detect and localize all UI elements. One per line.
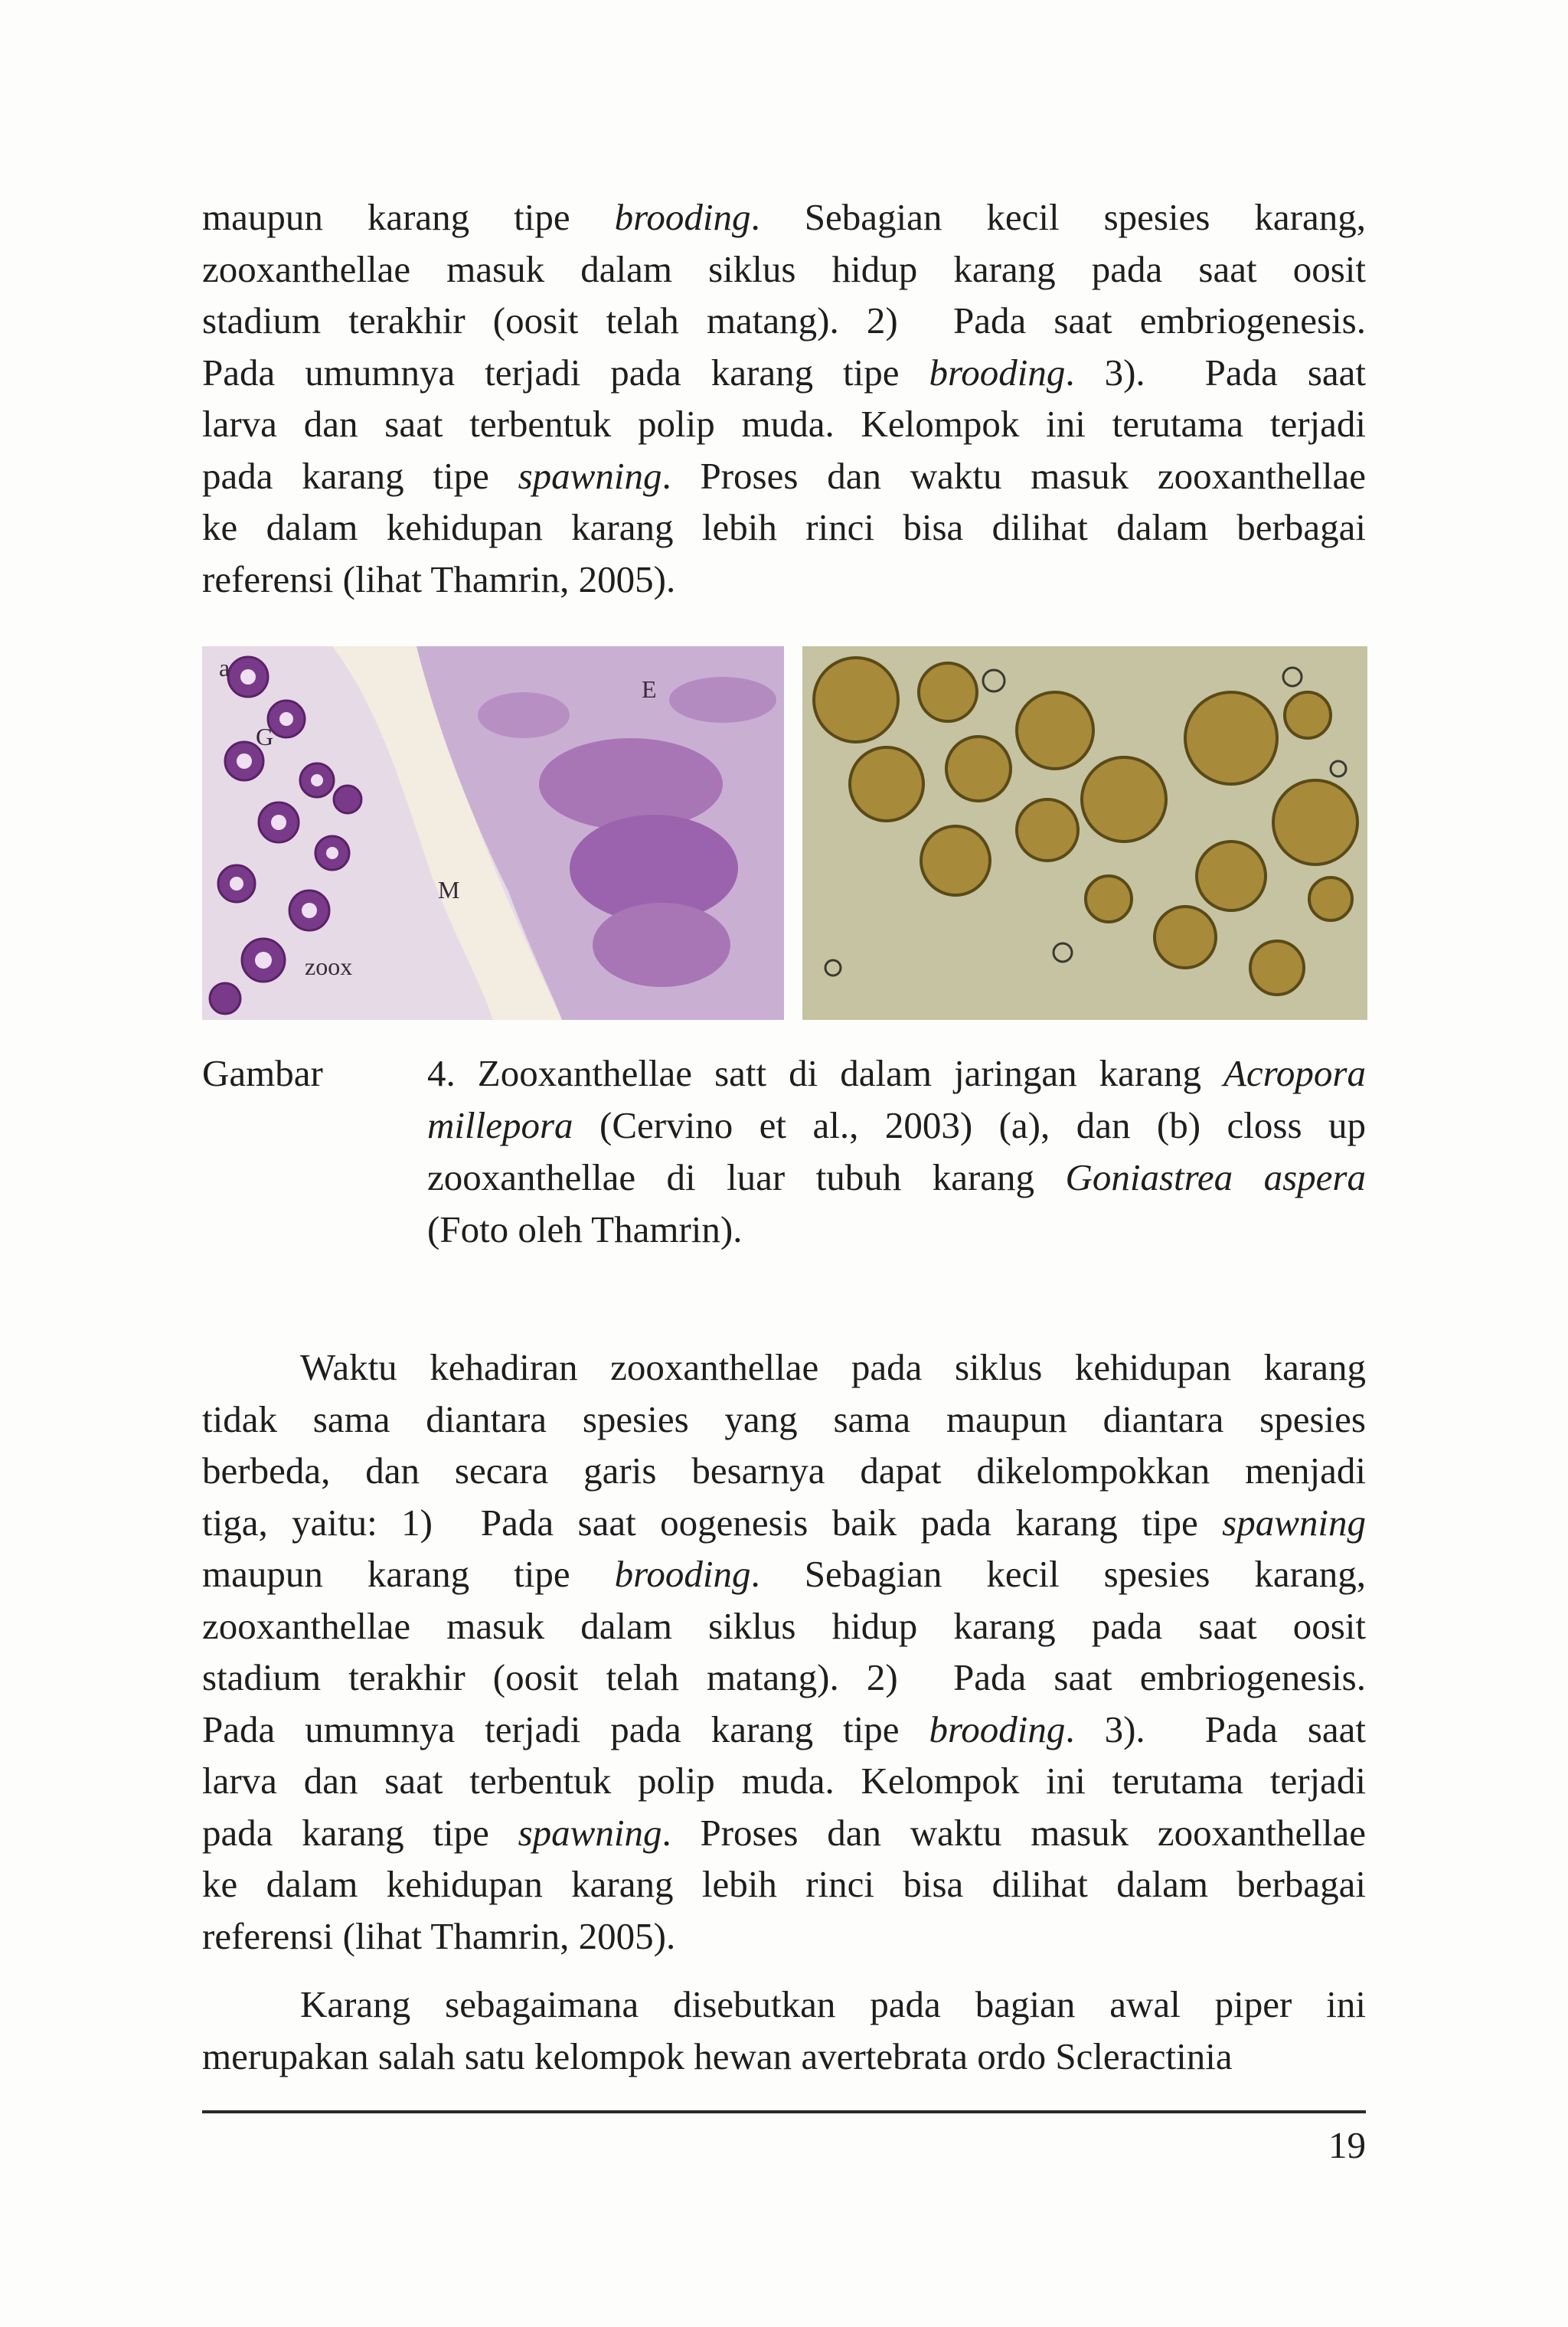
- text-line: pada karang tipe spawning. Proses dan waktu masuk zooxanthellae: [202, 454, 1367, 497]
- text-line: larva dan saat terbentuk polip muda. Kelompok ini terutama terjadi: [202, 403, 1366, 445]
- text-line: larva dan saat terbentuk polip muda. Kelompok ini terutama terjadi: [202, 1760, 1366, 1802]
- label-m: M: [438, 876, 460, 904]
- caption-text: [427, 1047, 1366, 1256]
- text-line: zooxanthellae masuk dalam siklus hidup karang pada saat oosit: [202, 1604, 1366, 1647]
- text-line: stadium terakhir (oosit telah matang). 2) Pada saat embriogenesis.: [202, 1656, 1366, 1698]
- text-line: ke dalam kehidupan karang lebih rinci bisa dilihat dalam berbagai: [202, 1863, 1366, 1905]
- zooxanthellae-illustration: [802, 646, 1367, 1020]
- caption-label: Gambar: [202, 1052, 323, 1094]
- label-e: E: [642, 675, 657, 703]
- text-line: referensi (lihat Thamrin, 2005).: [202, 557, 676, 600]
- label-zoox: zoox: [305, 953, 353, 980]
- text-line: ke dalam kehidupan karang lebih rinci bisa dilihat dalam berbagai: [202, 506, 1366, 548]
- text-line: zooxanthellae masuk dalam siklus hidup karang pada saat oosit: [202, 247, 1366, 290]
- text-line: referensi (lihat Thamrin, 2005).: [202, 1914, 676, 1957]
- text-line: maupun karang tipe brooding. Sebagian kecil spesies karang,: [202, 1553, 1366, 1595]
- footer-rule: [202, 2110, 1366, 2113]
- text-line: tiga, yaitu: 1) Pada saat oogenesis baik pada karang tipe spawning: [202, 1501, 1366, 1544]
- text-line: 4. Zooxanthellae satt di dalam jaringan karang Acropora: [427, 1052, 1366, 1094]
- third-paragraph: [202, 1979, 1366, 2082]
- histology-illustration: [202, 646, 784, 1020]
- figure-a-histology-image: [202, 646, 784, 1020]
- text-line: berbeda, dan secara garis besarnya dapat dikelompokkan menjadi: [202, 1449, 1366, 1492]
- text-line: pada karang tipe spawning. Proses dan waktu masuk zooxanthellae: [202, 1811, 1367, 1854]
- text-line: Pada umumnya terjadi pada karang tipe brooding. 3). Pada saat: [202, 351, 1367, 394]
- text-line: zooxanthellae di luar tubuh karang Goniastrea aspera: [427, 1156, 1366, 1198]
- text-line: millepora (Cervino et al., 2003) (a), dan (b) closs up: [427, 1104, 1366, 1146]
- text-line: merupakan salah satu kelompok hewan avertebrata ordo Scleractinia: [202, 2034, 1233, 2077]
- text-line: (Foto oleh Thamrin).: [427, 1208, 743, 1250]
- figure-b-microscope-image: [802, 646, 1367, 1020]
- text-line: Karang sebagaimana disebutkan pada bagian awal piper ini: [300, 1983, 1366, 2025]
- text-line: maupun karang tipe brooding. Sebagian kecil spesies karang,: [202, 196, 1366, 238]
- text-line: tidak sama diantara spesies yang sama maupun diantara spesies: [202, 1397, 1366, 1440]
- page-number: 19: [1328, 2124, 1366, 2166]
- label-a: a: [219, 654, 230, 681]
- text-line: Waktu kehadiran zooxanthellae pada siklus kehidupan karang: [300, 1346, 1366, 1388]
- text-line: Pada umumnya terjadi pada karang tipe brooding. 3). Pada saat: [202, 1708, 1367, 1750]
- text-line: stadium terakhir (oosit telah matang). 2) Pada saat embriogenesis.: [202, 299, 1366, 342]
- second-paragraph: [202, 1342, 1366, 1962]
- label-g: G: [256, 723, 274, 750]
- top-paragraph: [202, 191, 1366, 605]
